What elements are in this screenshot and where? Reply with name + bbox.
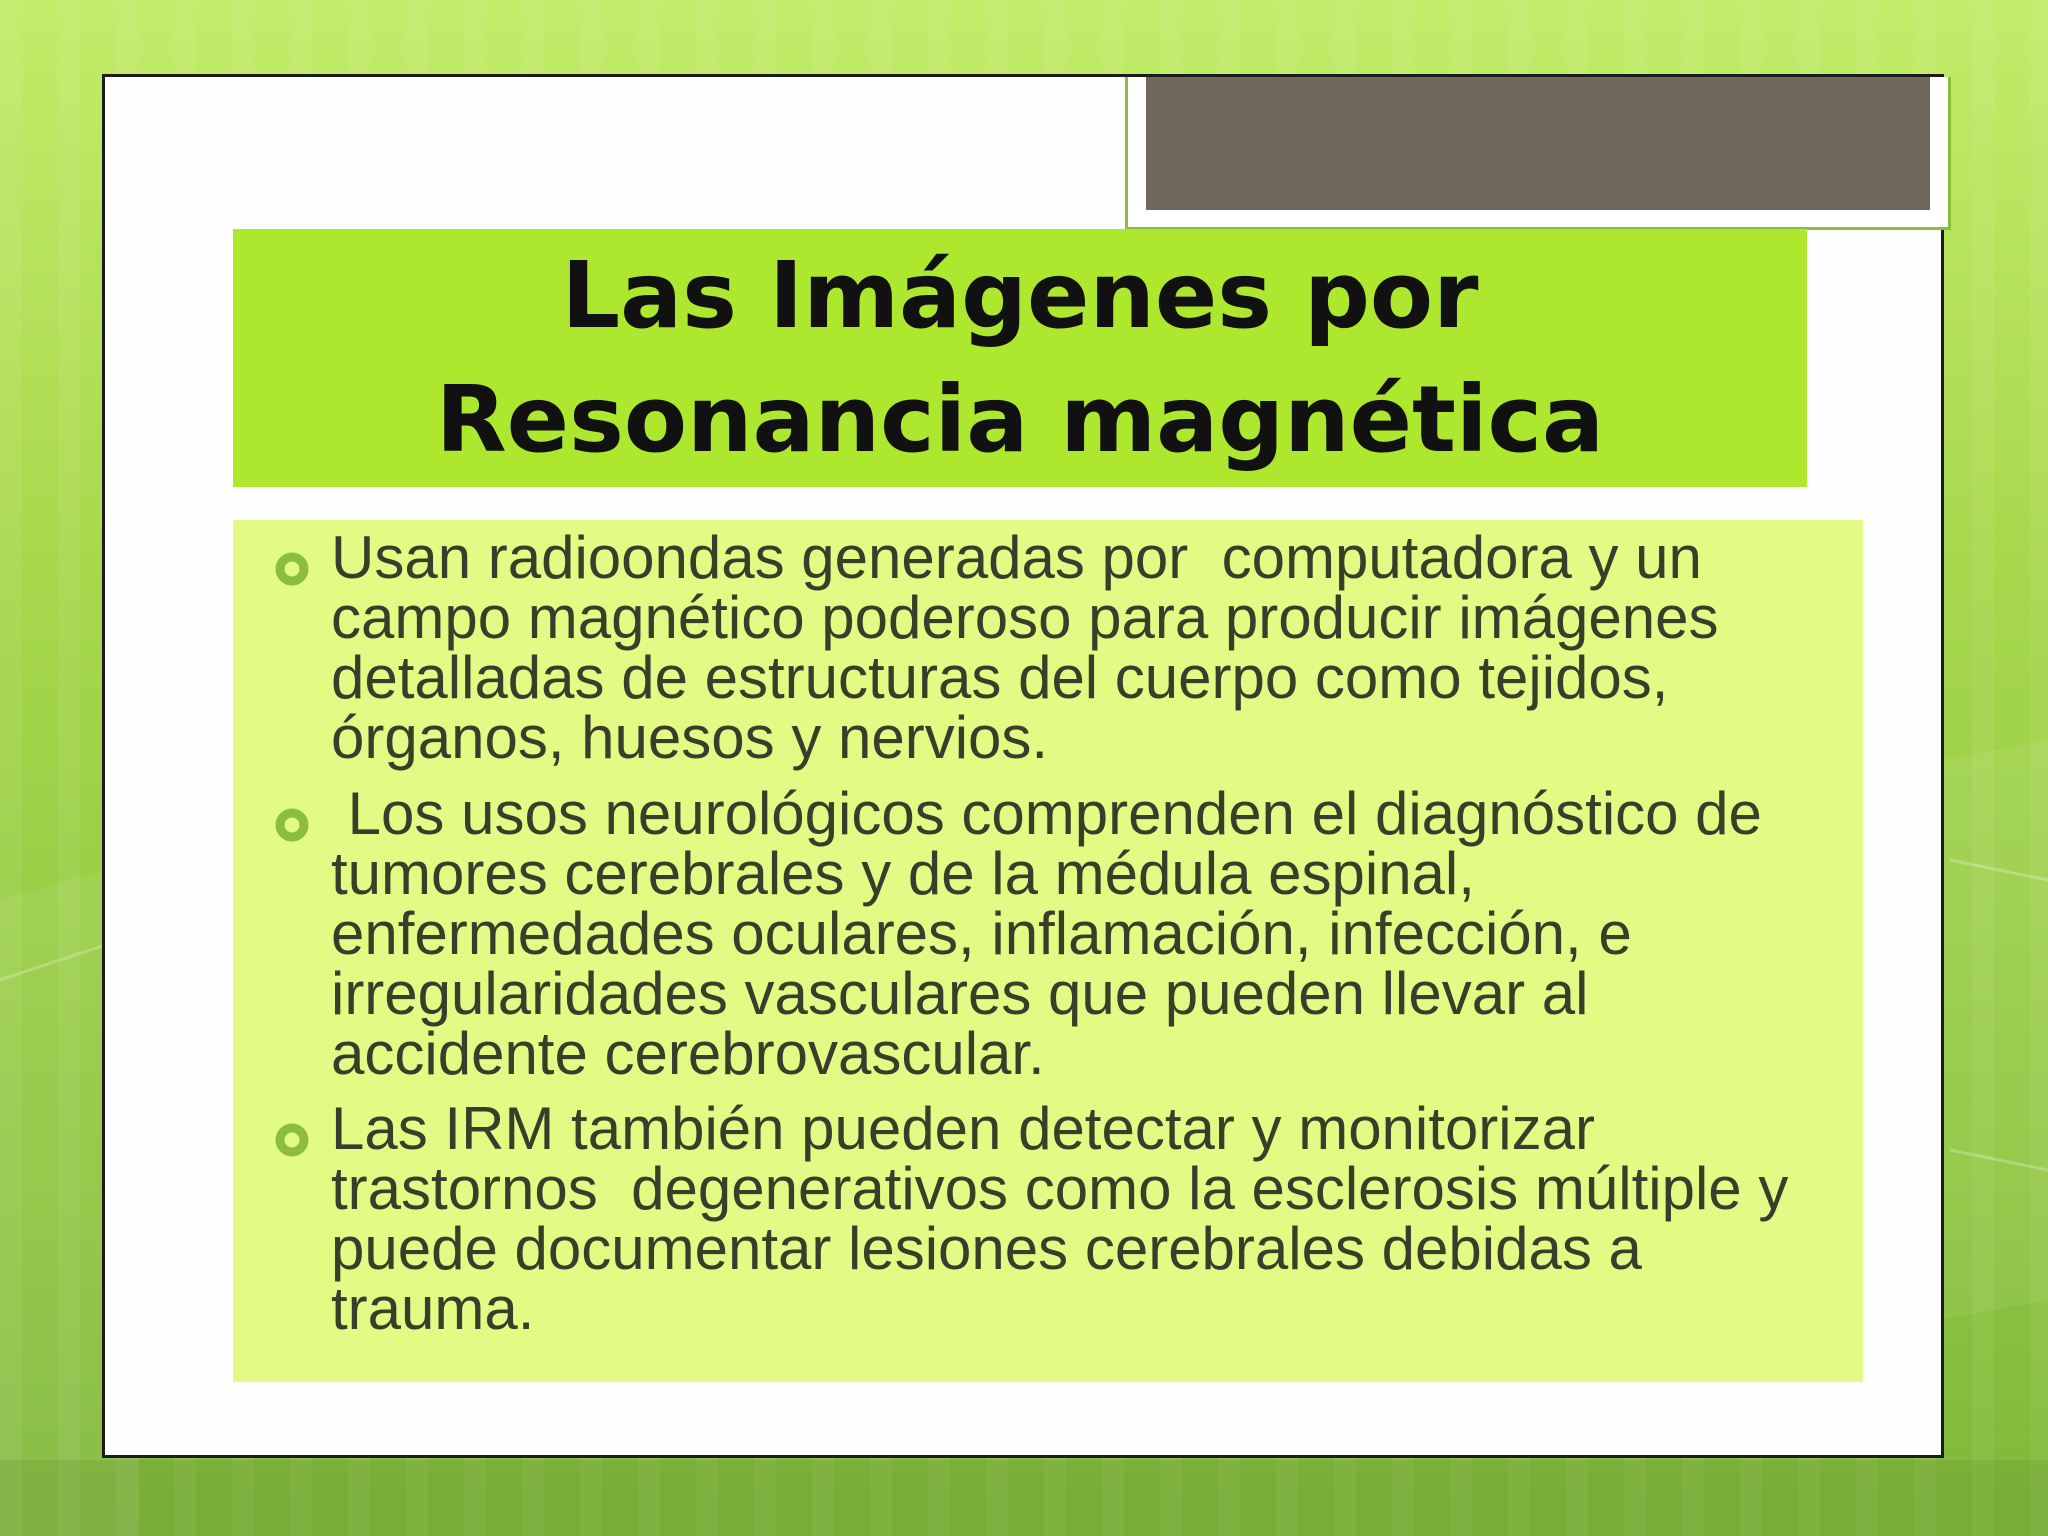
circle-bullet-icon <box>275 552 309 586</box>
content-panel <box>233 520 1863 1382</box>
bullet-text: Usan radioondas generadas por computadora y un campo magnético poderoso para producir imágenes detalladas de estructuras del cuerpo como tejidos, órganos, huesos y nervios. <box>331 524 1736 771</box>
decorative-tab-fill <box>1146 77 1930 210</box>
circle-bullet-icon <box>275 1123 309 1157</box>
circle-bullet-icon <box>275 808 309 842</box>
bullet-text: Las IRM también pueden detectar y monitorizar trastornos degenerativos como la esclerosis múltiple y puede documentar lesiones cerebrales debidas a trauma. <box>331 1095 1805 1342</box>
slide-title: Las Imágenes por Resonancia magnética <box>435 242 1605 473</box>
decorative-tab <box>1125 77 1951 230</box>
bullet-text: Los usos neurológicos comprenden el diagnóstico de tumores cerebrales y de la médula espinal, enfermedades oculares, inflamación, infección, e irregularidades vasculares que pueden llevar al accidente cerebrovascular. <box>331 780 1779 1087</box>
title-band <box>233 229 1807 487</box>
